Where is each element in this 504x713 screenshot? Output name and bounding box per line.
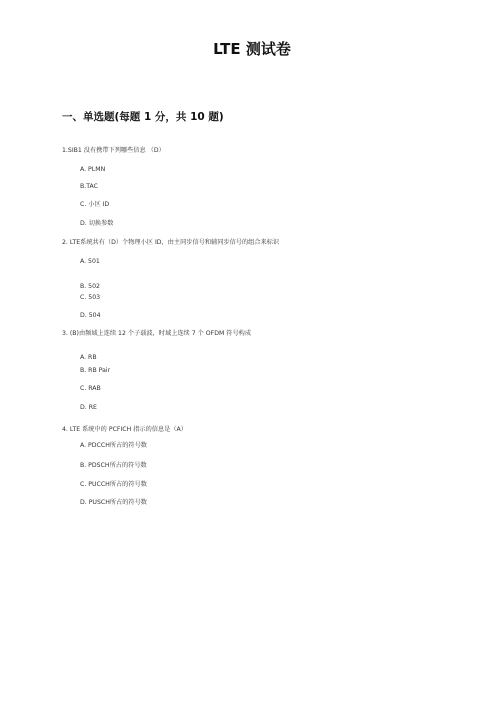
q3-option-b: B. RB Pair: [80, 367, 111, 374]
q4-option-a: A. PDCCH所占的符号数: [80, 442, 147, 449]
q3-option-a: A. RB: [80, 354, 97, 361]
q4-option-b: B. PDSCH所占的符号数: [80, 462, 147, 469]
q2-option-d: D. 504: [80, 312, 101, 319]
question-4: 4. LTE 系统中的 PCFICH 指示的信息是（A）: [62, 426, 187, 433]
q1-option-b: B.TAC: [80, 183, 98, 190]
q2-option-a: A. 501: [80, 258, 100, 265]
q4-option-c: C. PUCCH所占的符号数: [80, 481, 147, 488]
q3-option-d: D. RE: [80, 404, 97, 411]
q4-option-d: D. PUSCH所占的符号数: [80, 499, 147, 506]
page-title: LTE 测试卷: [213, 40, 291, 58]
question-2: 2. LTE系统共有（D）个物理小区 ID，由主同步信号和辅同步信号的组合来标识: [62, 239, 280, 246]
q1-option-d: D. 切换参数: [80, 220, 114, 227]
q3-option-c: C. RAB: [80, 385, 101, 392]
section-heading: 一、单选题(每题 1 分，共 10 题): [62, 111, 224, 123]
q1-option-c: C. 小区 ID: [80, 201, 110, 208]
q2-option-c: C. 503: [80, 294, 101, 301]
q2-option-b: B. 502: [80, 283, 100, 290]
question-1: 1.SIB1 没有携带下列哪些信息 （D）: [62, 147, 165, 154]
question-3: 3. (B)由频域上连续 12 个子载波，时域上连续 7 个 OFDM 符号构成: [62, 330, 252, 337]
q1-option-a: A. PLMN: [80, 166, 106, 173]
